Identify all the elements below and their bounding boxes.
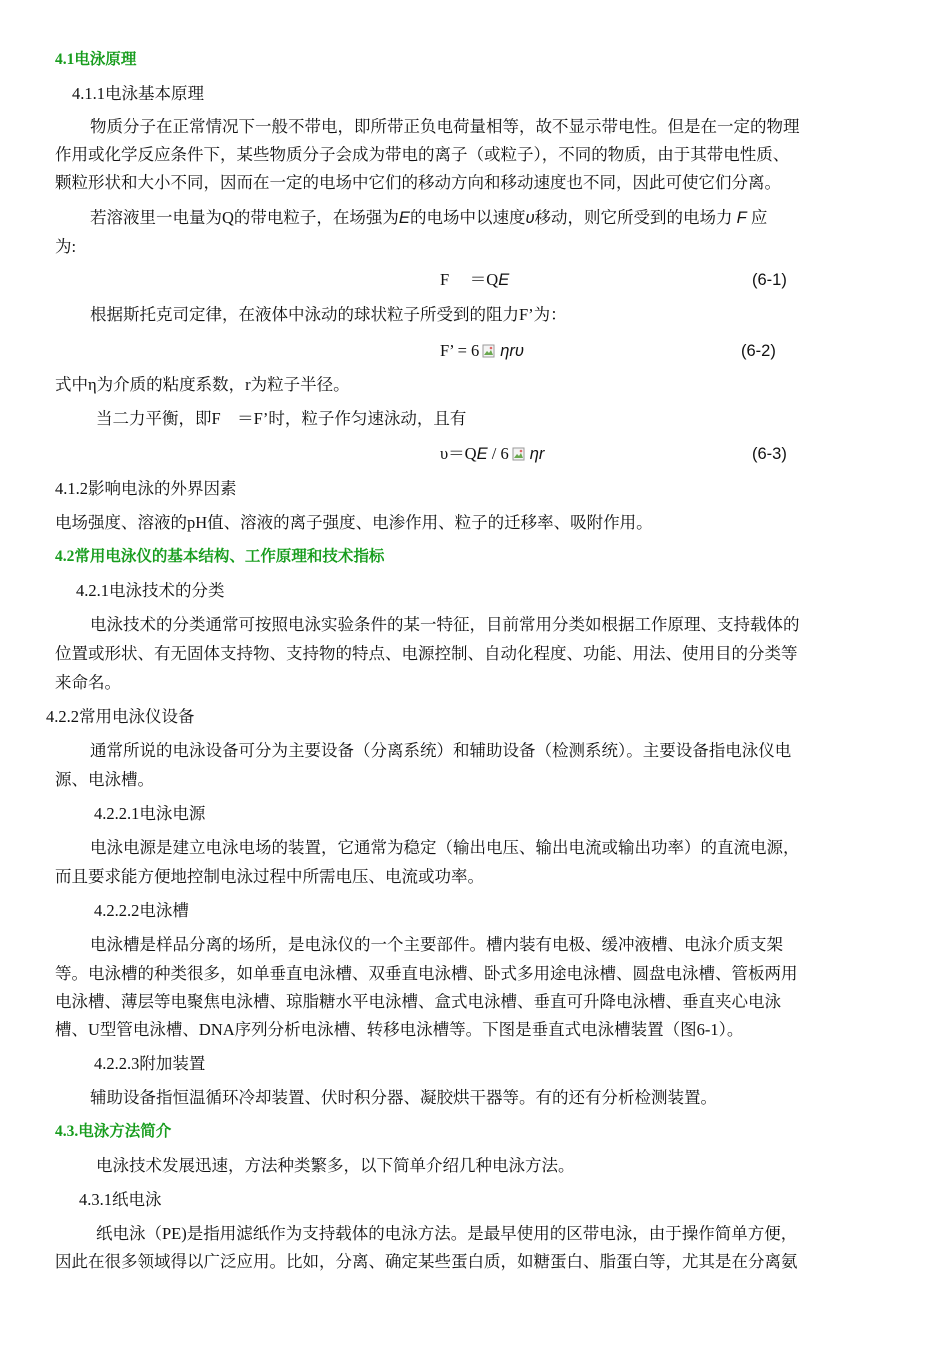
variable-E: E [398, 209, 410, 227]
paragraph-line: 位置或形状、有无固体支持物、支持物的特点、电源控制、自动化程度、功能、用法、使用目的分类等 [55, 644, 798, 663]
text-run: 移动，则它所受到的电场力 [534, 208, 733, 227]
text-run: 若溶液里一电量为Q的带电粒子，在场强为 [90, 208, 399, 227]
heading-4-3: 4.3.电泳方法简介 [55, 1123, 172, 1140]
equation-text: F’ = 6 [440, 341, 480, 360]
broken-image-icon [482, 343, 498, 359]
text-run: 的电场中以速度 [409, 208, 526, 227]
paragraph-line: 物质分子在正常情况下一般不带电，即所带正负电荷量相等，故不显示带电性。但是在一定的物理 [90, 117, 800, 136]
subheading-4-2-2-2: 4.2.2.2电泳槽 [94, 901, 189, 920]
equation-text: F ＝Q [440, 270, 499, 289]
subheading-4-1-2: 4.1.2影响电泳的外界因素 [55, 479, 237, 498]
variable-u: υ [525, 209, 535, 227]
equation-number: (6-1) [752, 271, 787, 289]
subheading-4-2-2-1: 4.2.2.1电泳电源 [94, 804, 206, 823]
paragraph-line: 纸电泳（PE)是指用滤纸作为支持载体的电泳方法。是最早使用的区带电泳，由于操作简单方便， [96, 1224, 798, 1243]
equation-text: υ＝Q [440, 444, 477, 463]
paragraph-line: 而且要求能方便地控制电泳过程中所需电压、电流或功率。 [55, 867, 484, 886]
paragraph-line: 源、电泳槽。 [55, 770, 154, 789]
paragraph-line: 等。电泳槽的种类很多，如单垂直电泳槽、双垂直电泳槽、卧式多用途电泳槽、圆盘电泳槽、管板两用 [55, 964, 798, 983]
equation-6-1 [440, 269, 509, 291]
paragraph-line: 电泳技术的分类通常可按照电泳实验条件的某一特征，目前常用分类如根据工作原理、支持载体的 [90, 615, 800, 634]
subheading-4-2-2-3: 4.2.2.3附加装置 [94, 1054, 206, 1073]
paragraph-line: 槽、U型管电泳槽、DNA序列分析电泳槽、转移电泳槽等。下图是垂直式电泳槽装置（图6-1）。 [55, 1020, 744, 1039]
variable-E: E [476, 445, 488, 463]
paragraph-line [90, 207, 767, 229]
paragraph-line: 颗粒形状和大小不同，因而在一定的电场中它们的移动方向和移动速度也不同，因此可使它们分离。 [55, 173, 781, 192]
subheading-4-2-2: 4.2.2常用电泳仪设备 [46, 707, 195, 726]
paragraph-line: 电泳技术发展迅速，方法种类繁多，以下简单介绍几种电泳方法。 [96, 1156, 575, 1175]
heading-4-1: 4.1电泳原理 [55, 51, 137, 68]
paragraph-line: 作用或化学反应条件下，某些物质分子会成为带电的离子（或粒子），不同的物质，由于其带电性质、 [55, 145, 790, 164]
equation-symbols: ηr [529, 445, 545, 463]
subheading-4-2-1: 4.2.1电泳技术的分类 [76, 581, 225, 600]
paragraph-line: 为: [55, 237, 77, 256]
paragraph-line: 当二力平衡，即F ＝F’时，粒子作匀速泳动，且有 [96, 409, 467, 428]
broken-image-icon [512, 446, 528, 462]
variable-F: F [736, 209, 747, 227]
paragraph-line: 辅助设备指恒温循环冷却装置、伏时积分器、凝胶烘干器等。有的还有分析检测装置。 [90, 1088, 717, 1107]
paragraph-line: 电泳电源是建立电泳电场的装置，它通常为稳定（输出电压、输出电流或输出功率）的直流电源， [90, 838, 800, 857]
subheading-4-3-1: 4.3.1纸电泳 [79, 1190, 162, 1209]
equation-number: (6-3) [752, 445, 787, 463]
variable-E: E [498, 271, 510, 289]
paragraph-line: 电泳槽、薄层等电聚焦电泳槽、琼脂糖水平电泳槽、盒式电泳槽、垂直可升降电泳槽、垂直夹心电泳 [55, 992, 781, 1011]
paragraph-line: 根据斯托克司定律，在液体中泳动的球状粒子所受到的阻力F’为： [90, 305, 567, 324]
equation-symbols: ηrυ [500, 342, 524, 360]
heading-4-2: 4.2常用电泳仪的基本结构、工作原理和技术指标 [55, 548, 385, 565]
equation-text: / 6 [491, 444, 509, 463]
equation-6-2 [440, 340, 524, 362]
equation-6-3 [440, 443, 544, 465]
paragraph-line: 来命名。 [55, 673, 121, 692]
paragraph-line: 电场强度、溶液的pH值、溶液的离子强度、电渗作用、粒子的迁移率、吸附作用。 [55, 513, 653, 532]
paragraph-line: 电泳槽是样品分离的场所，是电泳仪的一个主要部件。槽内装有电极、缓冲液槽、电泳介质支架 [90, 935, 783, 954]
subheading-4-1-1: 4.1.1电泳基本原理 [72, 84, 204, 103]
paragraph-line: 式中η为介质的粘度系数，r为粒子半径。 [55, 375, 350, 394]
paragraph-line: 通常所说的电泳设备可分为主要设备（分离系统）和辅助设备（检测系统）。主要设备指电泳仪电 [90, 741, 792, 760]
text-run: 应 [750, 208, 768, 227]
equation-number: (6-2) [741, 342, 776, 360]
paragraph-line: 因此在很多领域得以广泛应用。比如，分离、确定某些蛋白质，如糖蛋白、脂蛋白等，尤其是在分离氨 [55, 1252, 798, 1271]
